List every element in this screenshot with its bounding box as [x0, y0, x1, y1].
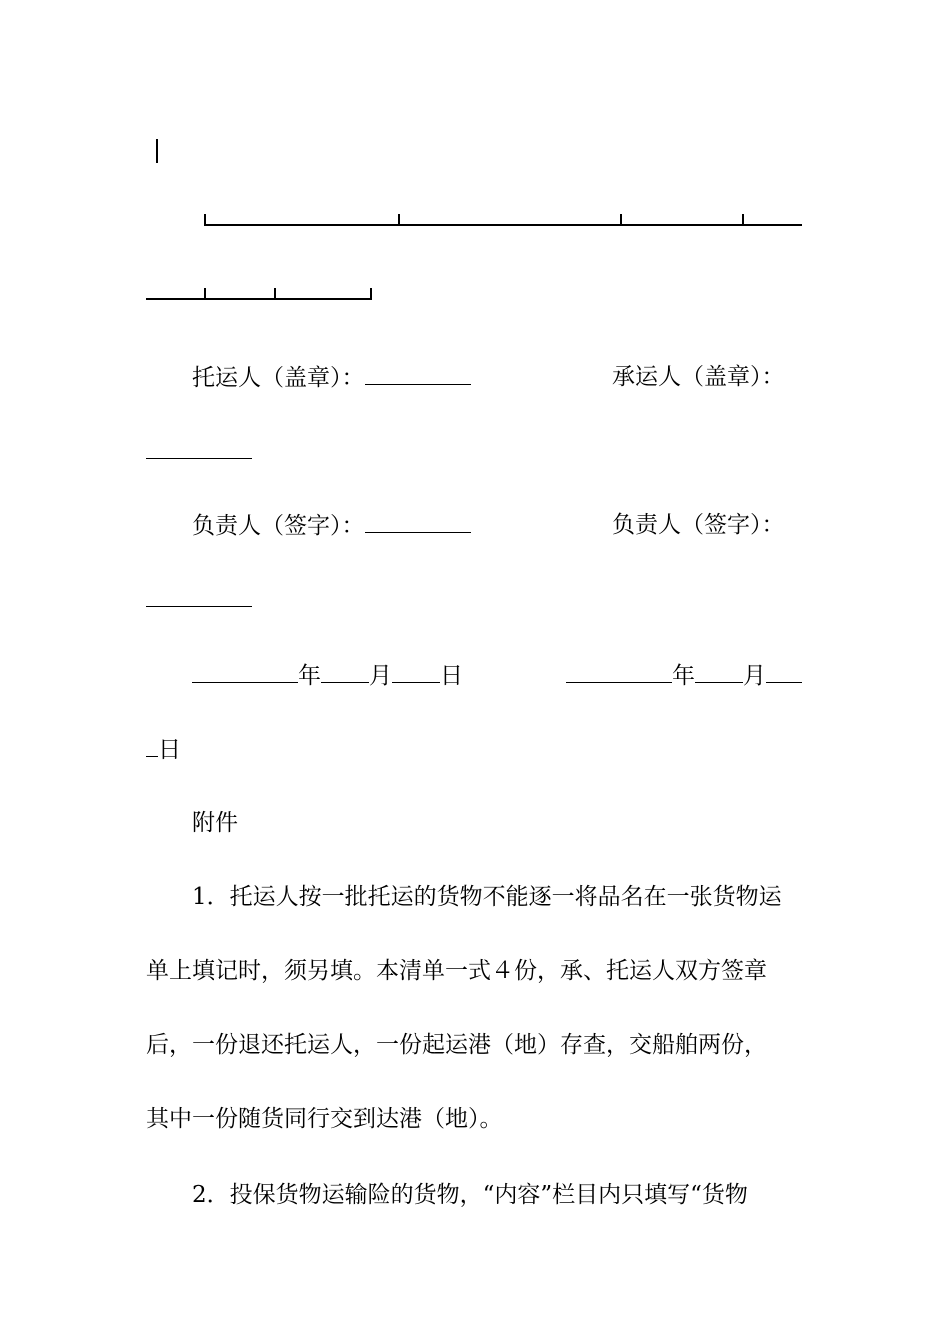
shipper-month-label: 月	[369, 663, 392, 689]
shipper-seal-label: 托运人（盖章）：	[192, 365, 365, 391]
shipper-sign-label: 负责人（签字）：	[192, 513, 365, 539]
shipper-month-blank	[321, 660, 369, 683]
shipper-date-line	[192, 660, 463, 691]
note-1-line-3: 后，一份退还托运人，一份起运港（地）存查，交船舶两份，	[146, 1032, 767, 1058]
shipper-day-label: 日	[440, 663, 463, 689]
attachment-heading: 附件	[192, 810, 238, 836]
note-2-line-1: 2．投保货物运输险的货物，“内容”栏目内只填写“货物	[192, 1182, 748, 1208]
carrier-date-line	[566, 660, 802, 691]
shipper-seal-blank	[365, 362, 471, 385]
carrier-sign-blank-line	[146, 584, 252, 615]
table-left-border	[156, 139, 158, 163]
shipper-year-blank	[192, 660, 298, 683]
carrier-sign-line	[612, 510, 785, 540]
shipper-sign-line	[192, 510, 471, 541]
note-1-line-2: 单上填记时，须另填。本清单一式４份，承、托运人双方签章	[146, 958, 767, 984]
carrier-seal-label: 承运人（盖章）：	[612, 364, 785, 390]
carrier-seal-line	[612, 362, 785, 392]
note-1-line-4: 其中一份随货同行交到达港（地）。	[146, 1106, 503, 1132]
shipper-sign-blank	[365, 510, 471, 533]
carrier-day-label: 日	[158, 737, 181, 763]
carrier-seal-blank-line	[146, 436, 252, 467]
carrier-day-blank-part1	[766, 660, 802, 683]
carrier-year-blank	[566, 660, 672, 683]
shipper-day-blank	[392, 660, 440, 683]
carrier-sign-label: 负责人（签字）：	[612, 512, 785, 538]
shipper-seal-line	[192, 362, 471, 393]
carrier-month-label: 月	[743, 663, 766, 689]
carrier-month-blank	[695, 660, 743, 683]
shipper-year-label: 年	[298, 663, 321, 689]
note-1-line-1: 1．托运人按一批托运的货物不能逐一将品名在一张货物运	[192, 884, 782, 910]
carrier-date-wrap-line	[146, 734, 181, 765]
carrier-sign-blank	[146, 584, 252, 607]
carrier-day-blank-part2	[146, 734, 158, 757]
carrier-seal-blank	[146, 436, 252, 459]
carrier-year-label: 年	[672, 663, 695, 689]
